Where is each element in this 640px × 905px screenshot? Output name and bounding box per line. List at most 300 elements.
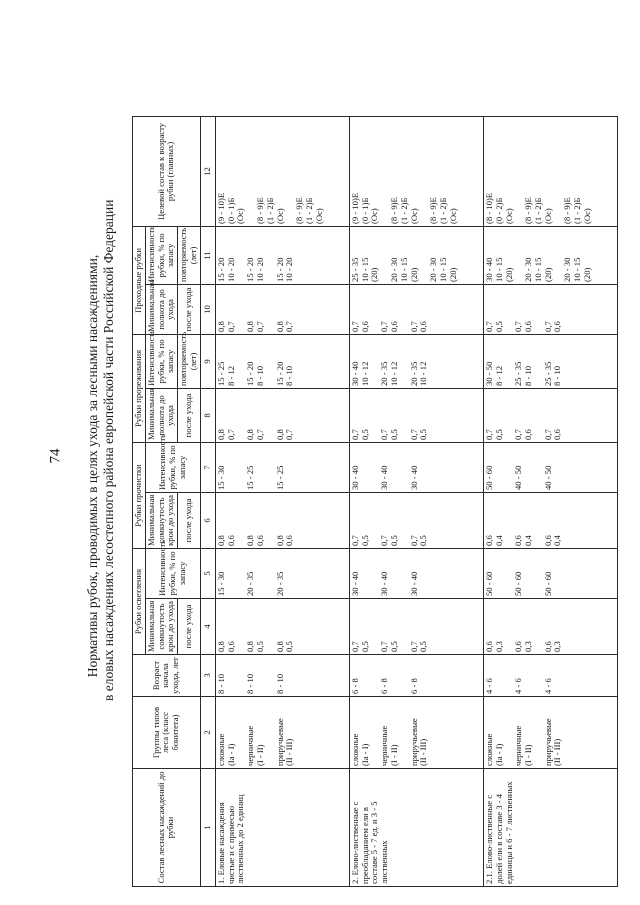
cell-value: 25 - 35 (513, 361, 524, 386)
group-spacer (419, 657, 429, 694)
forest-type-line: (I - II) (254, 744, 265, 766)
composition-line: 2.1. Елово-лиственные с (483, 794, 494, 884)
cell-value: 0,5 (359, 535, 370, 546)
group-spacer (361, 551, 371, 596)
start-age-value: 8 - 10 (215, 673, 226, 694)
cell-value: 0,7 (225, 429, 236, 440)
cell-value: 0,5 (359, 641, 370, 652)
header-after-care-4: после ухода (178, 284, 201, 334)
cell-value: (8 - 9)Е (428, 197, 439, 224)
cell-value: 20 - 30 (389, 257, 400, 282)
forest-type-line: (II - III) (552, 738, 563, 766)
group-spacer (227, 657, 237, 694)
start-age-cell (215, 655, 349, 697)
header-intensity-thinning: Интенсивность рубки, % по запасу (145, 334, 177, 388)
cell-value: 0,8 (215, 641, 226, 652)
header-clarification: Рубки осветления (133, 548, 146, 654)
cell-value: 0,7 (379, 429, 390, 440)
cell-value: (Ос) (503, 208, 514, 224)
group-spacer (524, 657, 534, 694)
cell-value: 0,8 (274, 429, 285, 440)
cell-value: 30 - 40 (408, 571, 419, 596)
cell-value: 15 - 30 (215, 571, 226, 596)
header-min-density-thinning: Минимальная полнота до ухода (145, 388, 177, 442)
cell-value: 0,8 (245, 641, 256, 652)
cell-value: (20) (503, 267, 514, 282)
composition-line: 2. Елово-лиственные с (349, 801, 360, 884)
column-number: 4 (200, 599, 215, 655)
group-spacer (419, 445, 429, 490)
group-spacer (495, 551, 505, 596)
cell-value: (Ос) (235, 208, 246, 224)
header-min-density-cleaning: Минимальная сомкнутость крон до ухода (145, 492, 177, 548)
cell-value: 8 - 10 (552, 365, 563, 386)
cell-value: 15 - 20 (274, 361, 285, 386)
group-spacer (390, 551, 400, 596)
value-cell-c5 (349, 548, 483, 598)
cell-value: (Ос) (447, 208, 458, 224)
cell-value: 25 - 35 (542, 361, 553, 386)
column-number: 3 (200, 655, 215, 697)
cell-value: 0,6 (483, 641, 494, 652)
cell-value: 10 - 12 (418, 361, 429, 386)
group-spacer (524, 551, 534, 596)
cell-value: 20 - 35 (245, 571, 256, 596)
cell-value: 10 - 15 (359, 257, 370, 282)
composition-line: 1. Еловые насаждения (215, 802, 226, 884)
cell-value: 0,5 (493, 429, 504, 440)
cell-value: 0,4 (523, 535, 534, 546)
header-min-density-clarification: Минимальная сомкнутость крон до ухода (145, 599, 177, 655)
start-age-cell (483, 655, 617, 697)
cell-value: 50 - 60 (513, 571, 524, 596)
value-cell-c5 (215, 548, 349, 598)
forest-type-line: (I - II) (523, 744, 534, 766)
cell-value: 15 - 20 (215, 257, 226, 282)
value-cell-c4 (215, 599, 349, 655)
cell-value: 0,8 (245, 429, 256, 440)
cell-value: 0,7 (349, 429, 360, 440)
composition-line: чистые и с примесью (225, 805, 236, 884)
cell-value: 0,7 (349, 641, 360, 652)
cell-value: 0,7 (254, 429, 265, 440)
cell-value: 0,8 (215, 321, 226, 332)
cell-value: 0,6 (225, 641, 236, 652)
cell-value: 0,3 (493, 641, 504, 652)
cell-value: 15 - 20 (245, 257, 256, 282)
rotated-table-wrapper (132, 117, 618, 887)
composition-line: единицы и 6 - 7 лиственных (503, 781, 514, 884)
group-spacer (285, 551, 295, 596)
cell-value: 10 - 20 (254, 257, 265, 282)
group-spacer (553, 445, 563, 490)
start-age-value: 4 - 6 (542, 678, 553, 694)
header-intensity-passage: Интенсивность рубки, % по запасу (145, 226, 177, 284)
header-after-care-2: после ухода (178, 492, 201, 548)
column-number: 11 (200, 226, 215, 284)
cell-value: 0,5 (359, 429, 370, 440)
header-composition: Состав лесных насаждений до рубки (133, 769, 201, 887)
cell-value: 20 - 30 (523, 257, 534, 282)
column-number: 2 (200, 697, 215, 769)
forest-type-cell (349, 697, 483, 769)
cell-value: (Ос) (542, 208, 553, 224)
value-cell-c6 (349, 492, 483, 548)
value-cell-c8 (349, 388, 483, 442)
cell-value: 40 - 50 (542, 465, 553, 490)
cell-value: (1 - 2)Б (438, 197, 449, 224)
column-number: 10 (200, 284, 215, 334)
value-cell-c10 (349, 284, 483, 334)
cell-value: 0,8 (215, 429, 226, 440)
cell-value: 8 - 10 (523, 365, 534, 386)
cell-value: 0,7 (379, 321, 390, 332)
cell-value: 10 - 15 (493, 257, 504, 282)
value-cell-c11 (349, 226, 483, 284)
cell-value: (20) (408, 267, 419, 282)
value-cell-c8 (483, 388, 617, 442)
start-age-value: 4 - 6 (483, 678, 494, 694)
group-spacer (553, 551, 563, 596)
column-numbers-row (200, 116, 215, 886)
group-spacer (227, 551, 237, 596)
cell-value: 0,7 (225, 321, 236, 332)
forest-type-line: (Ia - I) (359, 743, 370, 766)
forest-type-line: (II - III) (284, 738, 295, 766)
column-number: 5 (200, 548, 215, 598)
column-number: 1 (200, 769, 215, 887)
start-age-value: 8 - 10 (245, 673, 256, 694)
value-cell-c9 (349, 334, 483, 388)
header-intensity-cleaning: Интенсивность рубки, % по запасу (145, 442, 200, 492)
cell-value: (Ос) (581, 208, 592, 224)
group-spacer (285, 445, 295, 490)
composition-cell (483, 769, 617, 887)
cell-value: 10 - 12 (359, 361, 370, 386)
cell-value: 20 - 30 (562, 257, 573, 282)
cell-value: 30 - 40 (483, 257, 494, 282)
forest-type-line: (I - II) (389, 744, 400, 766)
cell-value: 0,6 (552, 321, 563, 332)
column-number: 12 (200, 116, 215, 226)
norms-table (132, 116, 618, 887)
cell-value: 10 - 15 (438, 257, 449, 282)
cell-value: 0,6 (389, 321, 400, 332)
forest-type-line: (Ia - I) (225, 743, 236, 766)
cell-value: 30 - 40 (349, 571, 360, 596)
value-cell-c12 (483, 116, 617, 226)
cell-value: (8 - 9)Е (562, 197, 573, 224)
cell-value: 20 - 35 (408, 361, 419, 386)
cell-value: 15 - 30 (215, 465, 226, 490)
cell-value: 0,7 (284, 429, 295, 440)
cell-value: 0,6 (552, 429, 563, 440)
forest-type-line: черничные (379, 725, 390, 766)
cell-value: 20 - 30 (428, 257, 439, 282)
group-spacer (390, 445, 400, 490)
forest-type-line: приручьевые (542, 718, 553, 766)
cell-value: 10 - 15 (398, 257, 409, 282)
header-target-composition: Целевой состав к возрасту рубки (главных) (133, 116, 201, 226)
forest-type-line: сложные (215, 733, 226, 766)
group-spacer (419, 551, 429, 596)
group-spacer (495, 445, 505, 490)
value-cell-c5 (483, 548, 617, 598)
cell-value: (Ос) (369, 208, 380, 224)
cell-value: 0,3 (552, 641, 563, 652)
cell-value: 8 - 12 (493, 365, 504, 386)
value-cell-c12 (349, 116, 483, 226)
cell-value: 0,5 (389, 641, 400, 652)
table-row (483, 116, 617, 886)
cell-value: 0,7 (483, 321, 494, 332)
table-row (349, 116, 483, 886)
value-cell-c10 (483, 284, 617, 334)
cell-value: 50 - 60 (483, 465, 494, 490)
cell-value: 50 - 60 (542, 571, 553, 596)
cell-value: (0 - 1)Б (359, 197, 370, 224)
cell-value: 0,5 (418, 535, 429, 546)
cell-value: 10 - 20 (284, 257, 295, 282)
cell-value: (20) (581, 267, 592, 282)
composition-line: составе 5 - 7 ед. и 3 - 5 (369, 801, 380, 884)
cell-value: 0,7 (483, 429, 494, 440)
forest-type-cell (215, 697, 349, 769)
value-cell-c12 (215, 116, 349, 226)
composition-line: преобладанием ели в (359, 807, 370, 884)
group-spacer (390, 657, 400, 694)
cell-value: 0,7 (349, 535, 360, 546)
group-spacer (227, 445, 237, 490)
header-after-care-3: после ухода (178, 388, 201, 442)
cell-value: 10 - 12 (389, 361, 400, 386)
cell-value: (8 - 9)Е (389, 197, 400, 224)
value-cell-c9 (215, 334, 349, 388)
cell-value: (8 - 9)Е (523, 197, 534, 224)
cell-value: 30 - 40 (379, 465, 390, 490)
group-spacer (256, 445, 266, 490)
start-age-value: 6 - 8 (379, 678, 390, 694)
cell-value: 0,3 (523, 641, 534, 652)
cell-value: 8 - 10 (284, 365, 295, 386)
forest-type-line: приручьевые (408, 718, 419, 766)
start-age-value: 6 - 8 (408, 678, 419, 694)
cell-value: 0,7 (513, 321, 524, 332)
cell-value: (8 - 9)Е (294, 197, 305, 224)
cell-value: 0,8 (274, 321, 285, 332)
cell-value: (1 - 2)Б (398, 197, 409, 224)
header-forest-type: Группы типов леса (класс бонитета) (133, 697, 201, 769)
composition-cell (215, 769, 349, 887)
page-number: 74 (47, 448, 64, 464)
cell-value: 15 - 25 (245, 465, 256, 490)
composition-line: лиственных до 2 единиц (235, 794, 246, 884)
cell-value: 30 - 40 (349, 465, 360, 490)
table-row (215, 116, 349, 886)
cell-value: 30 - 40 (379, 571, 390, 596)
group-spacer (553, 657, 563, 694)
value-cell-c9 (483, 334, 617, 388)
forest-type-line: (II - III) (418, 738, 429, 766)
value-cell-c8 (215, 388, 349, 442)
cell-value: 0,5 (284, 641, 295, 652)
cell-value: 0,7 (513, 429, 524, 440)
group-spacer (256, 657, 266, 694)
cell-value: 0,6 (542, 641, 553, 652)
value-cell-c11 (215, 226, 349, 284)
cell-value: 0,7 (284, 321, 295, 332)
cell-value: (20) (447, 267, 458, 282)
cell-value: 0,7 (408, 535, 419, 546)
value-cell-c7 (349, 442, 483, 492)
cell-value: (1 - 2)Б (264, 197, 275, 224)
cell-value: 0,5 (418, 429, 429, 440)
value-cell-c7 (483, 442, 617, 492)
cell-value: 0,6 (542, 535, 553, 546)
cell-value: 10 - 15 (572, 257, 583, 282)
header-passage: Проходные рубки (133, 226, 146, 334)
forest-type-line: (Ia - I) (493, 743, 504, 766)
cell-value: 0,6 (225, 535, 236, 546)
composition-line: долей ели в составе 3 - 4 (493, 794, 504, 884)
header-min-density-passage: Минимальная полнота до ухода (145, 284, 177, 334)
header-after-care-1: после ухода (178, 599, 201, 655)
cell-value: 0,6 (254, 535, 265, 546)
cell-value: (20) (369, 267, 380, 282)
cell-value: 25 - 35 (349, 257, 360, 282)
cell-value: 0,6 (418, 321, 429, 332)
cell-value: (Ос) (408, 208, 419, 224)
cell-value: 0,7 (542, 321, 553, 332)
cell-value: 0,5 (389, 429, 400, 440)
cell-value: 0,7 (408, 321, 419, 332)
column-number: 6 (200, 492, 215, 548)
cell-value: 15 - 20 (274, 257, 285, 282)
header-intensity-clarification: Интенсивность рубки, % по запасу (145, 548, 200, 598)
group-spacer (285, 657, 295, 694)
group-spacer (495, 657, 505, 694)
column-number: 8 (200, 388, 215, 442)
cell-value: (0 - 1)Б (225, 197, 236, 224)
cell-value: (1 - 2)Б (303, 197, 314, 224)
cell-value: 0,5 (254, 641, 265, 652)
cell-value: (1 - 2)Б (572, 197, 583, 224)
group-spacer (524, 445, 534, 490)
start-age-value: 4 - 6 (513, 678, 524, 694)
forest-type-line: приручьевые (274, 718, 285, 766)
value-cell-c11 (483, 226, 617, 284)
title-line-2: в еловых насаждениях лесостепного района европейской части Российской Федерации (101, 199, 116, 701)
forest-type-line: сложные (483, 733, 494, 766)
cell-value: 0,6 (523, 429, 534, 440)
header-thinning: Рубки прореживания (133, 334, 146, 442)
cell-value: 0,7 (254, 321, 265, 332)
cell-value: 0,6 (483, 535, 494, 546)
cell-value: 0,6 (359, 321, 370, 332)
cell-value: 40 - 50 (513, 465, 524, 490)
composition-line: лиственных (379, 840, 390, 884)
value-cell-c6 (215, 492, 349, 548)
cell-value: 0,8 (274, 641, 285, 652)
cell-value: 0,6 (284, 535, 295, 546)
cell-value: 0,5 (389, 535, 400, 546)
cell-value: 0,4 (552, 535, 563, 546)
group-spacer (361, 445, 371, 490)
cell-value: (1 - 2)Б (532, 197, 543, 224)
cell-value: (Ос) (313, 208, 324, 224)
forest-type-line: черничные (245, 725, 256, 766)
cell-value: (0 - 2)Б (493, 197, 504, 224)
cell-value: 0,5 (493, 321, 504, 332)
cell-value: 0,6 (523, 321, 534, 332)
cell-value: 0,8 (274, 535, 285, 546)
header-repeat-thinning: повторяемость (лет) (178, 334, 201, 388)
cell-value: 15 - 25 (215, 361, 226, 386)
cell-value: 30 - 50 (483, 361, 494, 386)
cell-value: 8 - 10 (254, 365, 265, 386)
cell-value: 0,5 (418, 641, 429, 652)
cell-value: 15 - 20 (245, 361, 256, 386)
start-age-value: 6 - 8 (349, 678, 360, 694)
cell-value: 0,4 (493, 535, 504, 546)
column-number: 9 (200, 334, 215, 388)
cell-value: 0,8 (245, 321, 256, 332)
cell-value: (8 - 10)Е (483, 192, 494, 224)
value-cell-c4 (349, 599, 483, 655)
forest-type-line: сложные (349, 733, 360, 766)
header-start-age: Возраст начала ухода, лет (133, 655, 201, 697)
composition-cell (349, 769, 483, 887)
header-cleaning: Рубки прочистки (133, 442, 146, 548)
cell-value: 15 - 25 (274, 465, 285, 490)
cell-value: 30 - 40 (408, 465, 419, 490)
cell-value: 8 - 12 (225, 365, 236, 386)
cell-value: 0,6 (513, 535, 524, 546)
cell-value: (9 - 10)Е (349, 192, 360, 224)
cell-value: 0,6 (513, 641, 524, 652)
cell-value: 20 - 35 (274, 571, 285, 596)
cell-value: 0,7 (408, 429, 419, 440)
forest-type-cell (483, 697, 617, 769)
cell-value: 10 - 20 (225, 257, 236, 282)
title-line-1: Нормативы рубок, проводимых в целях ухода за лесными насаждениями, (85, 254, 100, 678)
start-age-value: 8 - 10 (274, 673, 285, 694)
cell-value: 10 - 15 (532, 257, 543, 282)
cell-value: 20 - 35 (379, 361, 390, 386)
forest-type-line: черничные (513, 725, 524, 766)
cell-value: 0,8 (245, 535, 256, 546)
cell-value: 0,8 (215, 535, 226, 546)
cell-value: (9 - 10)Е (215, 192, 226, 224)
group-spacer (256, 551, 266, 596)
cell-value: 0,7 (379, 641, 390, 652)
document-title (85, 199, 117, 701)
value-cell-c6 (483, 492, 617, 548)
cell-value: (8 - 9)Е (254, 197, 265, 224)
column-number: 7 (200, 442, 215, 492)
value-cell-c4 (483, 599, 617, 655)
start-age-cell (349, 655, 483, 697)
value-cell-c7 (215, 442, 349, 492)
cell-value: (20) (542, 267, 553, 282)
cell-value: (Ос) (274, 208, 285, 224)
value-cell-c10 (215, 284, 349, 334)
cell-value: 0,7 (408, 641, 419, 652)
cell-value: 0,7 (542, 429, 553, 440)
cell-value: 0,7 (379, 535, 390, 546)
cell-value: 0,7 (349, 321, 360, 332)
group-spacer (361, 657, 371, 694)
